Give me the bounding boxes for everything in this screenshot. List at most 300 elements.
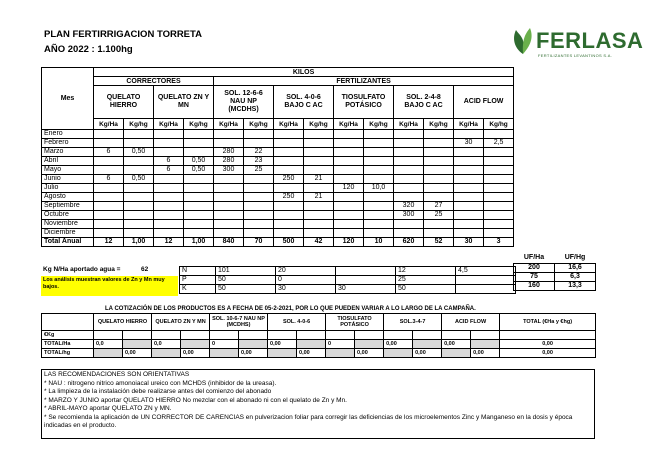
uf-hg-value: 16,6 [555, 263, 596, 272]
dose-cell [124, 166, 154, 175]
dose-cell [334, 193, 364, 202]
correctores-header: CORRECTORES [94, 77, 214, 86]
dose-cell [484, 148, 514, 157]
nutrient-value: 0 [276, 276, 336, 285]
product-header: SOL. 2-4-8 BAJO C AC [394, 86, 454, 119]
kg-n-water-label: Kg N/Ha aportado agua = [43, 266, 121, 273]
table-row [42, 331, 596, 340]
price-cell [413, 331, 442, 340]
price-cell: 0,00 [355, 349, 384, 358]
nutrient-value: 4,5 [456, 267, 516, 276]
quotation-product-header: SOL. 4-0-6 [268, 314, 326, 331]
fertilization-plan-table [41, 67, 514, 247]
total-cell: 1,00 [124, 238, 154, 247]
dose-cell [124, 193, 154, 202]
dose-cell: 6 [94, 175, 124, 184]
quotation-product-header: TIOSULFATO POTÁSICO [326, 314, 384, 331]
dose-cell: 300 [394, 211, 424, 220]
product-header: SOL. 12-6-6 NAU NP (MCDHS) [214, 86, 274, 119]
dose-cell [184, 184, 214, 193]
dose-cell: 10,0 [364, 184, 394, 193]
dose-cell: 27 [424, 202, 454, 211]
price-cell [355, 331, 384, 340]
leaf-logo-icon [510, 26, 536, 56]
uf-ha-value: 75 [514, 272, 555, 281]
dose-cell [334, 148, 364, 157]
price-cell: 0 [326, 340, 355, 349]
dose-cell [124, 202, 154, 211]
dose-cell [304, 130, 334, 139]
dose-cell [184, 175, 214, 184]
dose-cell [244, 139, 274, 148]
dose-cell [394, 157, 424, 166]
dose-cell [454, 130, 484, 139]
quotation-product-header: ACID FLOW [442, 314, 500, 331]
dose-cell [154, 202, 184, 211]
quotation-total-header: TOTAL (€Ha y €hg) [500, 314, 596, 331]
notes-heading: LAS RECOMENDACIONES SON ORIENTATIVAS [44, 371, 190, 378]
nutrient-value: 101 [216, 267, 276, 276]
price-cell: 0,00 [181, 349, 210, 358]
quotation-total-cell [500, 331, 596, 340]
dose-cell [304, 157, 334, 166]
dose-cell [304, 139, 334, 148]
dose-cell [424, 175, 454, 184]
nutrient-value: 50 [396, 285, 456, 294]
dose-cell [424, 166, 454, 175]
dose-cell [334, 130, 364, 139]
dose-cell: 280 [214, 148, 244, 157]
dose-cell [274, 184, 304, 193]
dose-cell [184, 202, 214, 211]
nutrient-label: K [180, 285, 216, 294]
dose-cell [394, 130, 424, 139]
quotation-product-header: SOL. 10-6-7 NAU NP (MCDHS) [210, 314, 268, 331]
month-label: Julio [42, 184, 94, 193]
dose-cell [454, 157, 484, 166]
table-row [514, 272, 596, 281]
dose-cell [454, 166, 484, 175]
nutrient-value: 12 [396, 267, 456, 276]
table-row [180, 267, 516, 276]
dose-cell [214, 211, 244, 220]
total-cell: 1,00 [184, 238, 214, 247]
table-row [42, 193, 514, 202]
product-header: QUELATO HIERRO [94, 86, 154, 119]
dose-cell [244, 229, 274, 238]
dose-cell [274, 139, 304, 148]
dose-cell: 0,50 [184, 157, 214, 166]
dose-cell [214, 130, 244, 139]
price-cell: 0,00 [384, 340, 413, 349]
price-cell [123, 331, 152, 340]
dose-cell [484, 229, 514, 238]
nutrient-value: 30 [276, 285, 336, 294]
dose-cell: 0,50 [184, 166, 214, 175]
dose-cell [304, 166, 334, 175]
dose-cell [94, 166, 124, 175]
dose-cell [184, 211, 214, 220]
uf-ha-value: 160 [514, 281, 555, 290]
price-cell: 0,0 [94, 340, 123, 349]
dose-cell [454, 193, 484, 202]
dose-cell [454, 148, 484, 157]
nutrient-label: P [180, 276, 216, 285]
dose-cell [484, 184, 514, 193]
nutrient-value [336, 267, 396, 276]
dose-cell [154, 184, 184, 193]
dose-cell [424, 157, 454, 166]
dose-cell [364, 139, 394, 148]
dose-cell [484, 175, 514, 184]
table-row [42, 340, 596, 349]
nutrient-value: 50 [216, 276, 276, 285]
dose-cell [394, 229, 424, 238]
month-label: Marzo [42, 148, 94, 157]
dose-cell [94, 184, 124, 193]
table-row [42, 229, 514, 238]
price-cell [326, 331, 355, 340]
dose-cell [364, 229, 394, 238]
dose-cell [124, 229, 154, 238]
unit-kg-ha-header: Kg/Ha [214, 119, 244, 130]
dose-cell [484, 130, 514, 139]
dose-cell [454, 202, 484, 211]
dose-cell [154, 193, 184, 202]
price-cell [268, 349, 297, 358]
unit-kg-ha-header: Kg/Ha [154, 119, 184, 130]
dose-cell [244, 220, 274, 229]
page-subtitle: AÑO 2022 : 1.100hg [44, 44, 133, 55]
dose-cell [184, 220, 214, 229]
table-row [42, 211, 514, 220]
month-label: Diciembre [42, 229, 94, 238]
month-label: Agosto [42, 193, 94, 202]
table-row [180, 285, 516, 294]
dose-cell [334, 211, 364, 220]
dose-cell: 6 [154, 157, 184, 166]
price-cell: 0,00 [239, 349, 268, 358]
unit-kg-hg-header: Kg/hg [304, 119, 334, 130]
dose-cell [94, 130, 124, 139]
dose-cell: 320 [394, 202, 424, 211]
price-cell [297, 331, 326, 340]
table-row [180, 276, 516, 285]
dose-cell: 300 [214, 166, 244, 175]
dose-cell [154, 139, 184, 148]
price-cell: 0 [210, 340, 239, 349]
table-row [42, 349, 596, 358]
quotation-row-label: TOTAL/hg [42, 349, 94, 358]
unit-kg-hg-header: Kg/hg [244, 119, 274, 130]
dose-cell [334, 166, 364, 175]
quotation-product-header: QUELATO ZN Y MN [152, 314, 210, 331]
dose-cell [274, 211, 304, 220]
page-title: PLAN FERTIRRIGACION TORRETA [44, 29, 202, 40]
price-cell [239, 331, 268, 340]
note-line: * NAU : nitrogeno nitrico amonoiacal ureico con MCHDS (inhibidor de la ureasa). [44, 379, 277, 387]
price-cell [355, 340, 384, 349]
dose-cell [274, 157, 304, 166]
dose-cell [154, 211, 184, 220]
dose-cell [214, 220, 244, 229]
quotation-title: LA COTIZACIÓN DE LOS PRODUCTOS ES A FECHA DE 05-2-2021, POR LO QUE PUEDEN VARIAR A LO LARGO DE LA CAMPAÑA. [105, 306, 476, 312]
nutrient-label: N [180, 267, 216, 276]
logo-tagline: FERTILIZANTES LEVANTINOS S.A. [538, 53, 613, 58]
dose-cell [94, 229, 124, 238]
dose-cell [364, 193, 394, 202]
uf-hg-header: UF/Hg [564, 254, 586, 262]
total-cell: 120 [334, 238, 364, 247]
price-cell: 0,00 [442, 340, 471, 349]
dose-cell [334, 139, 364, 148]
dose-cell [304, 148, 334, 157]
month-label: Abril [42, 157, 94, 166]
dose-cell [454, 211, 484, 220]
dose-cell: 250 [274, 175, 304, 184]
dose-cell [424, 220, 454, 229]
nutrient-value: 25 [396, 276, 456, 285]
price-cell: 0,00 [268, 340, 297, 349]
dose-cell [484, 202, 514, 211]
dose-cell [274, 148, 304, 157]
dose-cell [214, 229, 244, 238]
price-cell [210, 331, 239, 340]
quotation-total-cell: 0,00 [500, 340, 596, 349]
nutrient-value: 30 [336, 285, 396, 294]
analysis-warning: Los análisis muestran valores de Zn y Mn muy bajos. [41, 276, 178, 296]
price-cell [181, 340, 210, 349]
dose-cell [244, 202, 274, 211]
dose-cell [214, 184, 244, 193]
dose-cell [124, 184, 154, 193]
dose-cell [214, 175, 244, 184]
dose-cell [244, 211, 274, 220]
dose-cell [184, 130, 214, 139]
dose-cell [364, 148, 394, 157]
table-row [42, 175, 514, 184]
unit-kg-ha-header: Kg/Ha [274, 119, 304, 130]
table-row [42, 139, 514, 148]
total-cell: 70 [244, 238, 274, 247]
dose-cell: 280 [214, 157, 244, 166]
dose-cell [124, 139, 154, 148]
dose-cell: 22 [244, 148, 274, 157]
dose-cell: 250 [274, 193, 304, 202]
dose-cell [244, 175, 274, 184]
kg-n-water-value: 62 [141, 266, 149, 273]
dose-cell [364, 220, 394, 229]
dose-cell: 0,50 [124, 175, 154, 184]
quotation-corner [42, 314, 94, 331]
dose-cell [334, 220, 364, 229]
dose-cell [124, 211, 154, 220]
logo-wordmark: FERLASA [536, 28, 644, 53]
dose-cell [244, 130, 274, 139]
dose-cell [214, 139, 244, 148]
dose-cell [364, 211, 394, 220]
dose-cell: 6 [94, 148, 124, 157]
dose-cell [304, 220, 334, 229]
dose-cell [424, 193, 454, 202]
price-cell [123, 340, 152, 349]
product-header: SOL. 4-0-6 BAJO C AC [274, 86, 334, 119]
price-cell: 0,00 [123, 349, 152, 358]
table-row [42, 166, 514, 175]
dose-cell [94, 193, 124, 202]
dose-cell [484, 166, 514, 175]
dose-cell [94, 220, 124, 229]
table-row [514, 281, 596, 290]
dose-cell [364, 130, 394, 139]
total-cell: 840 [214, 238, 244, 247]
uf-hg-value: 6,3 [555, 272, 596, 281]
unit-kg-ha-header: Kg/Ha [94, 119, 124, 130]
total-cell: 52 [424, 238, 454, 247]
dose-cell [184, 139, 214, 148]
fertilizantes-header: FERTILIZANTES [214, 77, 514, 86]
total-cell: 10 [364, 238, 394, 247]
dose-cell [184, 229, 214, 238]
dose-cell: 25 [244, 166, 274, 175]
dose-cell [154, 148, 184, 157]
price-cell: 0,00 [471, 349, 500, 358]
dose-cell [334, 157, 364, 166]
month-label: Mayo [42, 166, 94, 175]
note-line: * MARZO Y JUNIO aportar QUELATO HIERRO No mezclar con el abonado ni con el quelato de Zn y Mn. [44, 396, 347, 404]
dose-cell [484, 211, 514, 220]
dose-cell [334, 202, 364, 211]
price-cell [94, 331, 123, 340]
dose-cell [484, 193, 514, 202]
dose-cell: 25 [424, 211, 454, 220]
dose-cell [274, 130, 304, 139]
quotation-row-label: €Kg [42, 331, 94, 340]
price-cell [442, 331, 471, 340]
table-row [42, 202, 514, 211]
dose-cell [424, 130, 454, 139]
price-cell: 0,00 [297, 349, 326, 358]
price-cell [442, 349, 471, 358]
price-cell [471, 340, 500, 349]
price-cell [152, 349, 181, 358]
dose-cell: 23 [244, 157, 274, 166]
kilos-header: KILOS [94, 68, 514, 77]
npk-table [179, 266, 516, 294]
product-header: QUELATO ZN Y MN [154, 86, 214, 119]
product-header: ACID FLOW [454, 86, 514, 119]
dose-cell [124, 220, 154, 229]
dose-cell [124, 130, 154, 139]
price-cell [471, 331, 500, 340]
dose-cell: 0,50 [124, 148, 154, 157]
dose-cell [184, 148, 214, 157]
unit-kg-ha-header: Kg/Ha [334, 119, 364, 130]
dose-cell [154, 220, 184, 229]
dose-cell [394, 139, 424, 148]
price-cell: 0,0 [152, 340, 181, 349]
dose-cell [364, 175, 394, 184]
company-logo [510, 24, 644, 64]
dose-cell [484, 220, 514, 229]
price-cell [181, 331, 210, 340]
dose-cell [274, 220, 304, 229]
note-line: * ABRIL-MAYO aportar QUELATO ZN y MN. [44, 405, 172, 412]
dose-cell [394, 193, 424, 202]
dose-cell [454, 220, 484, 229]
unit-kg-ha-header: Kg/Ha [394, 119, 424, 130]
dose-cell [334, 229, 364, 238]
dose-cell [154, 229, 184, 238]
unit-kg-hg-header: Kg/hg [184, 119, 214, 130]
uf-summary-table [513, 254, 596, 291]
dose-cell [124, 157, 154, 166]
dose-cell [424, 148, 454, 157]
quotation-table [41, 313, 596, 358]
price-cell [413, 340, 442, 349]
product-header: TIOSULFATO POTÁSICO [334, 86, 394, 119]
dose-cell [214, 193, 244, 202]
nutrient-value [456, 276, 516, 285]
price-cell: 0,00 [413, 349, 442, 358]
month-label: Noviembre [42, 220, 94, 229]
price-cell [152, 331, 181, 340]
dose-cell: 21 [304, 175, 334, 184]
dose-cell [424, 139, 454, 148]
dose-cell [394, 175, 424, 184]
quotation-row-label: TOTAL/Ha [42, 340, 94, 349]
uf-hg-value: 13,3 [555, 281, 596, 290]
dose-cell: 6 [154, 166, 184, 175]
dose-cell [454, 229, 484, 238]
dose-cell [394, 166, 424, 175]
price-cell [239, 340, 268, 349]
dose-cell [454, 184, 484, 193]
total-cell: 500 [274, 238, 304, 247]
table-row [42, 130, 514, 139]
dose-cell [214, 202, 244, 211]
dose-cell [424, 229, 454, 238]
total-cell: 3 [484, 238, 514, 247]
quotation-product-header: QUELATO HIERRO [94, 314, 152, 331]
dose-cell: 120 [334, 184, 364, 193]
dose-cell [304, 229, 334, 238]
month-label: Enero [42, 130, 94, 139]
dose-cell [94, 139, 124, 148]
quotation-total-cell: 0,00 [500, 349, 596, 358]
dose-cell [274, 166, 304, 175]
dose-cell [244, 184, 274, 193]
nutrient-value [336, 276, 396, 285]
recommendations-notes [41, 369, 595, 439]
dose-cell [304, 211, 334, 220]
uf-ha-value: 200 [514, 263, 555, 272]
dose-cell [304, 202, 334, 211]
month-label: Octubre [42, 211, 94, 220]
dose-cell [454, 175, 484, 184]
nutrient-value: 50 [216, 285, 276, 294]
dose-cell: 21 [304, 193, 334, 202]
dose-cell [484, 157, 514, 166]
dose-cell [94, 211, 124, 220]
dose-cell [274, 229, 304, 238]
month-label: Septiembre [42, 202, 94, 211]
unit-kg-hg-header: Kg/hg [424, 119, 454, 130]
note-line: * Se recomienda la aplicación de UN CORRECTOR DE CARENCIAS en pulverizacion foliar para corregir las deficiencias de los microelementos Zinc y Manganeso en la dosis y época indicadas en el producto. [44, 413, 573, 429]
total-cell: 12 [94, 238, 124, 247]
month-header: Mes [42, 68, 94, 130]
dose-cell [394, 184, 424, 193]
